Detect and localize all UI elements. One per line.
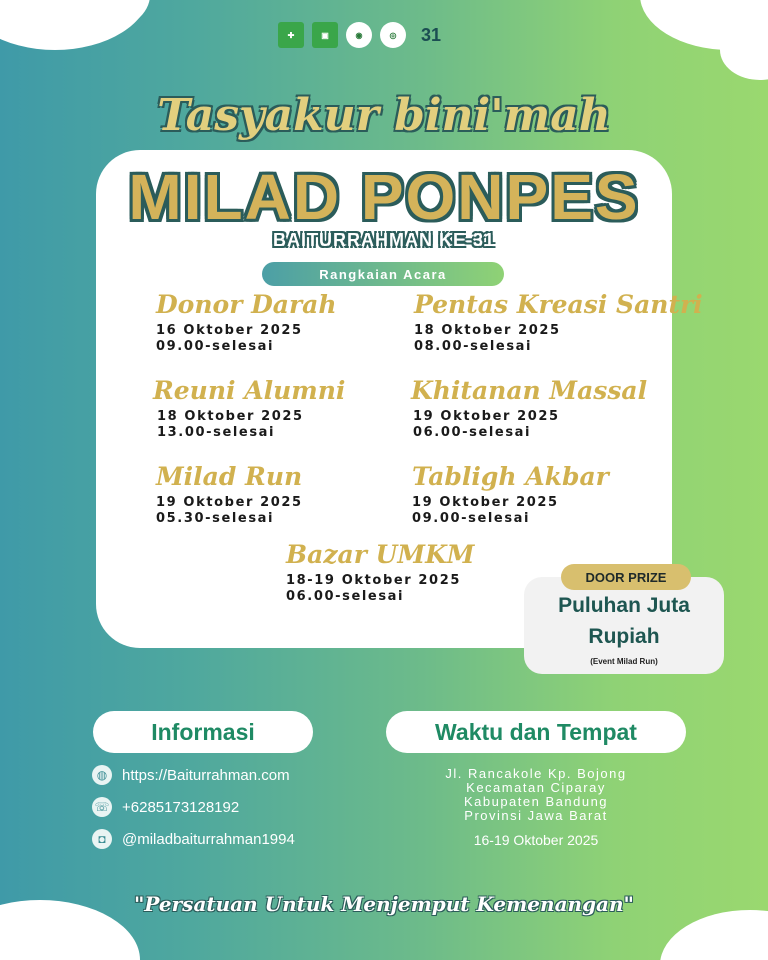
sub-title: BAITURRAHMAN KE-31 — [272, 230, 495, 250]
event-name: Tabligh Akbar — [412, 462, 609, 491]
anniversary-31-logo: 31 — [420, 24, 442, 45]
phone-contact — [92, 797, 239, 817]
event-item — [412, 462, 609, 527]
event-name: Bazar UMKM — [286, 540, 475, 569]
door-prize-amount-line1: Puluhan Juta — [558, 594, 690, 617]
green-seal-logo-icon: ◎ — [380, 22, 406, 48]
instagram-contact — [92, 829, 295, 849]
door-prize-amount-line2: Rupiah — [588, 625, 660, 648]
event-time: 09.00-selesai — [156, 339, 275, 354]
phone-number[interactable]: +6285173128192 — [122, 798, 240, 816]
event-item — [286, 540, 474, 605]
tagline: "Persatuan Untuk Menjemput Kemenangan" — [134, 892, 634, 916]
schedule-heading: Rangkaian Acara — [262, 262, 504, 286]
event-date: 19 Oktober 2025 — [156, 495, 303, 510]
address-line: Kabupaten Bandung — [463, 794, 609, 809]
event-date: 18-19 Oktober 2025 — [286, 573, 461, 588]
event-date: 19 Oktober 2025 — [413, 409, 560, 424]
event-time: 13.00-selesai — [157, 425, 276, 440]
address-line: Kecamatan Ciparay — [466, 780, 606, 795]
event-name: Donor Darah — [156, 290, 337, 319]
event-date: 16 Oktober 2025 — [156, 323, 303, 338]
event-item — [156, 290, 337, 355]
address-line: Provinsi Jawa Barat — [464, 808, 608, 823]
instagram-handle[interactable]: @miladbaiturrahman1994 — [122, 830, 295, 848]
info-heading: Informasi — [93, 711, 313, 753]
main-title: MILAD PONPES — [128, 161, 640, 233]
event-item — [153, 376, 345, 441]
event-time: 06.00-selesai — [286, 589, 405, 604]
event-name: Reuni Alumni — [153, 376, 346, 405]
event-item — [156, 462, 303, 527]
globe-icon: ◍ — [92, 765, 112, 785]
book-logo-icon: ▣ — [312, 22, 338, 48]
door-prize-badge: DOOR PRIZE — [561, 564, 691, 590]
partner-logos — [278, 22, 448, 48]
event-name: Milad Run — [156, 462, 303, 491]
address-line: Jl. Rancakole Kp. Bojong — [445, 766, 627, 781]
event-item — [411, 376, 647, 441]
event-date: 18 Oktober 2025 — [414, 323, 561, 338]
event-time: 09.00-selesai — [412, 511, 531, 526]
leaf-logo-icon: ✚ — [278, 22, 304, 48]
phone-icon: ☏ — [92, 797, 112, 817]
event-name: Khitanan Massal — [411, 376, 648, 405]
event-time: 06.00-selesai — [413, 425, 532, 440]
door-prize-note: (Event Milad Run) — [590, 657, 658, 666]
event-date: 18 Oktober 2025 — [157, 409, 304, 424]
website-link[interactable]: https://Baiturrahman.com — [122, 766, 290, 784]
event-item — [414, 290, 703, 355]
cloud-decoration-bottom-right — [660, 910, 768, 960]
instagram-icon: ◘ — [92, 829, 112, 849]
event-date: 19 Oktober 2025 — [412, 495, 559, 510]
event-name: Pentas Kreasi Santri — [414, 290, 703, 319]
seal-logo-icon: ◉ — [346, 22, 372, 48]
event-dates: 16-19 Oktober 2025 — [473, 832, 599, 848]
event-time: 05.30-selesai — [156, 511, 275, 526]
event-time: 08.00-selesai — [414, 339, 533, 354]
title-script: Tasyakur bini'mah — [157, 90, 611, 141]
website-contact — [92, 765, 290, 785]
venue-heading: Waktu dan Tempat — [386, 711, 686, 753]
